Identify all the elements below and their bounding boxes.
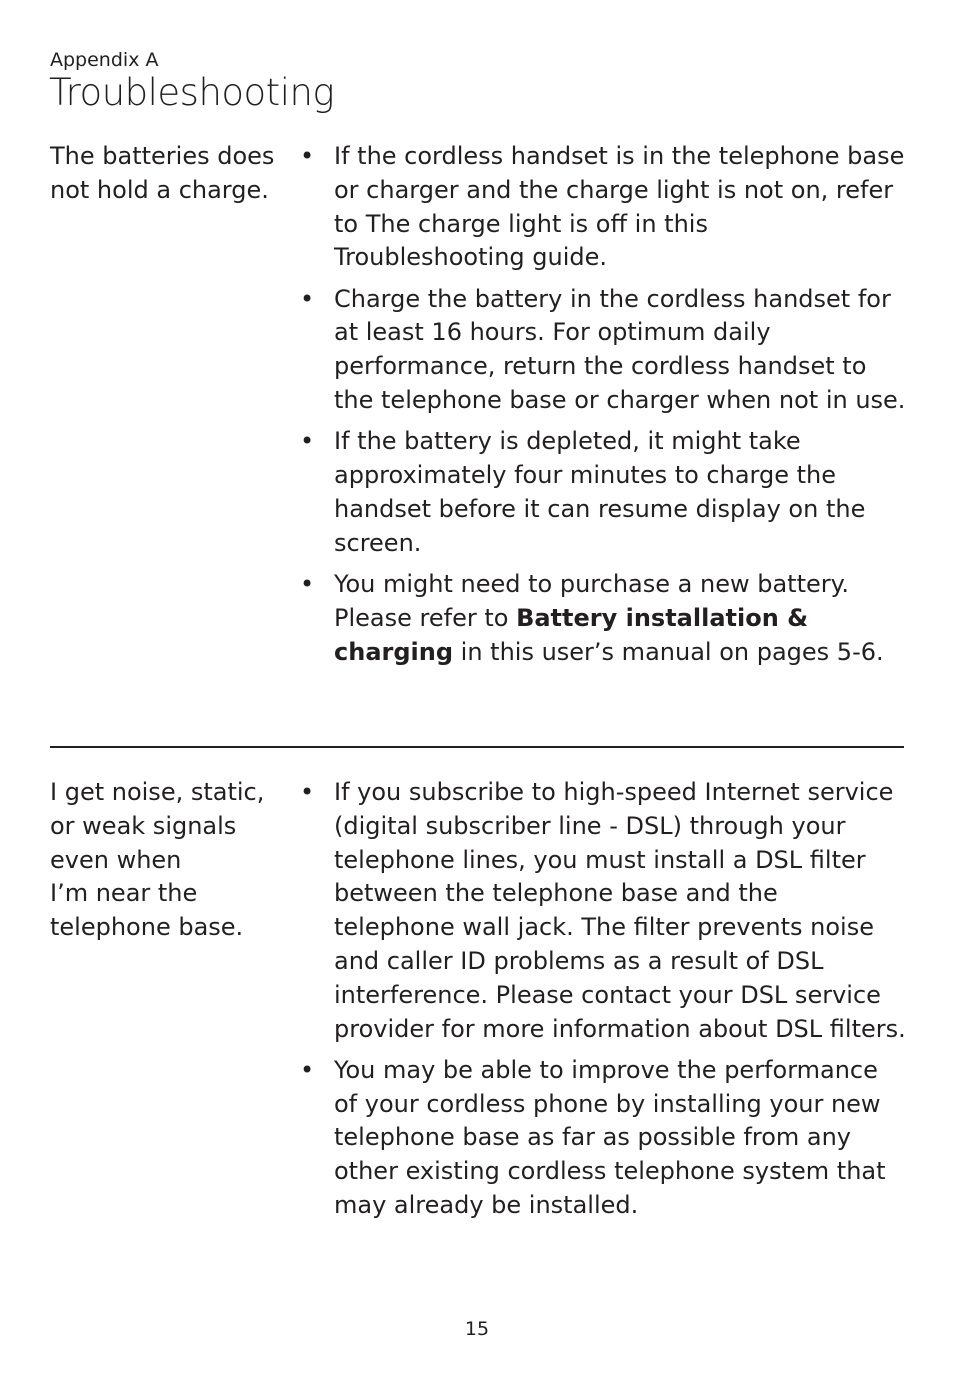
section-divider (50, 746, 904, 748)
solution-text: You might need to purchase a new battery. Please refer to (334, 570, 850, 632)
solution-item (300, 425, 906, 560)
bullet-icon: • (300, 570, 315, 599)
solution-list (300, 140, 906, 677)
bullet-icon: • (300, 142, 315, 170)
solution-text: Charge the battery in the cordless handset for at least 16 hours. For optimum daily performance, return the cordless handset to the telephone base or charger when not in use. (334, 284, 906, 415)
solution-text: in this user’s manual on pages 5-6. (453, 637, 884, 666)
solution-text: If you subscribe to high-speed Internet service (digital subscriber line - DSL) through your telephone lines, you must install a DSL filter between the telephone base and the telephone wall jack. The filter prevents noise and caller ID problems as a result of DSL interference. Please contact your DSL service provider for more information about DSL filters. (334, 778, 906, 1043)
problem-text: The batteries does not hold a charge. (50, 142, 275, 204)
page-number: 15 (464, 1318, 490, 1340)
solution-list (300, 776, 906, 1230)
solution-text: You may be able to improve the performance of your cordless phone by installing your new telephone base as far as possible from any other existing cordless telephone system that may already be installed. (334, 1055, 886, 1220)
solution-item (300, 140, 906, 275)
bold-reference: Battery installation & charging (334, 603, 809, 666)
appendix-label: Appendix A (50, 49, 159, 71)
solution-item (300, 568, 906, 669)
bullet-icon: • (300, 778, 315, 806)
solution-item (300, 283, 906, 418)
solution-item (300, 1054, 906, 1223)
solution-text: If the battery is depleted, it might take approximately four minutes to charge the handset before it can resume display on the screen. (334, 427, 866, 557)
bullet-icon: • (300, 1055, 315, 1084)
bullet-icon: • (300, 284, 315, 313)
bullet-icon: • (300, 427, 315, 456)
problem-text: I get noise, static, or weak signals even when I’m near the telephone base. (50, 778, 265, 942)
solution-text: If the cordless handset is in the telephone base or charger and the charge light is not on, refer to The charge light is off in this Troubleshooting guide. (334, 142, 905, 272)
solution-item (300, 776, 906, 1046)
page-title: Troubleshooting (49, 71, 335, 114)
